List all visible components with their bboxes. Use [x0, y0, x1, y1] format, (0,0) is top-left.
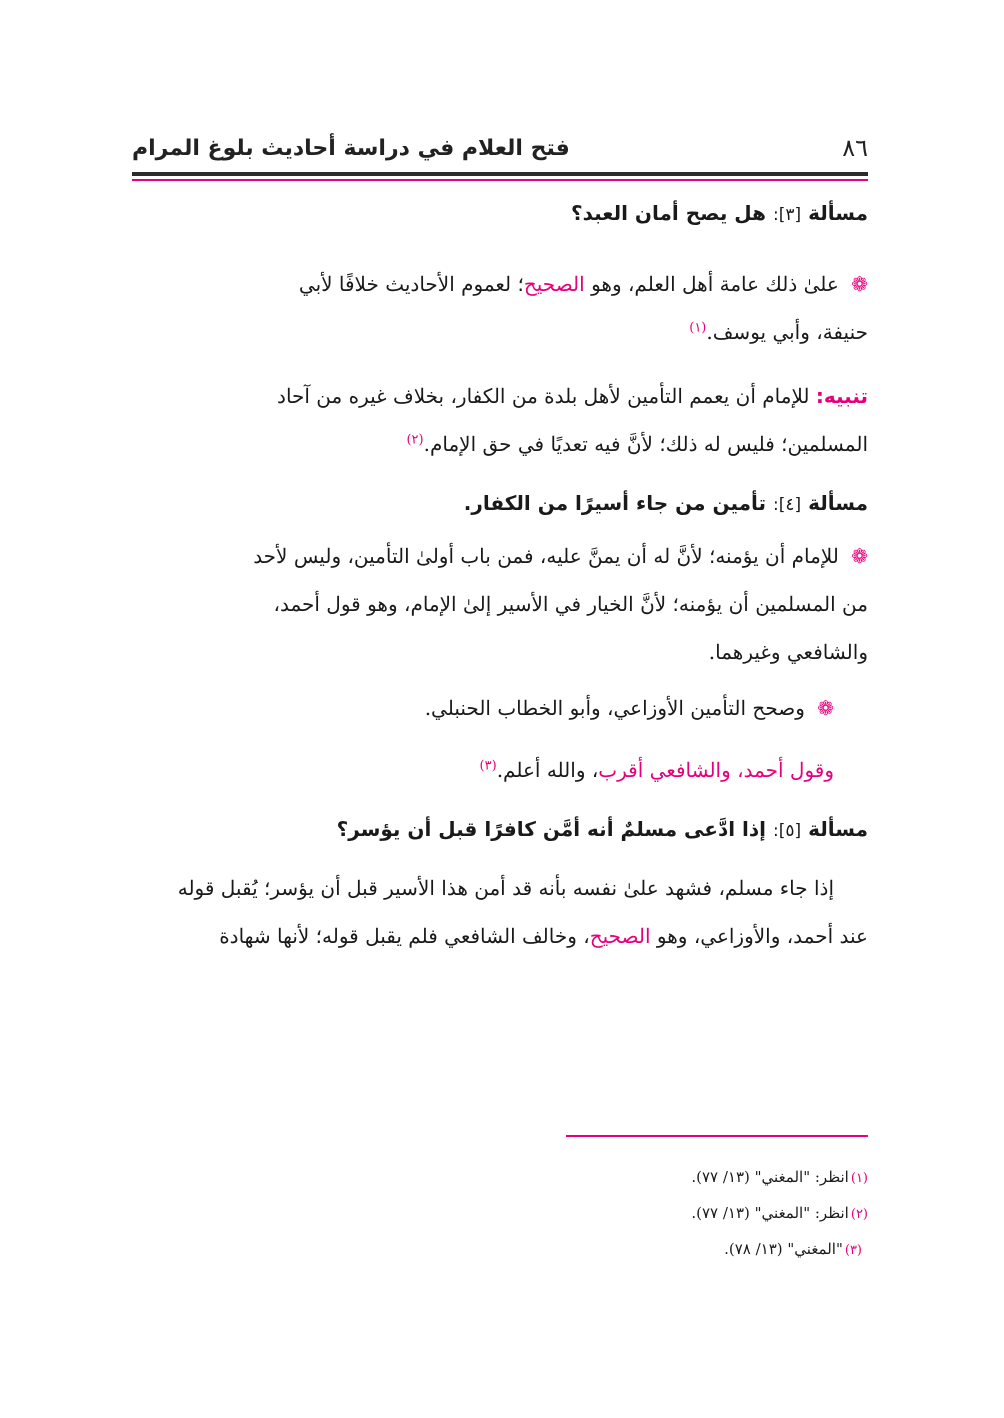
running-title: فتح العلام في دراسة أحاديث بلوغ المرام [132, 135, 570, 161]
footnote-ref-1[interactable]: (١) [689, 320, 707, 336]
footnote-2 [132, 1196, 868, 1232]
issue-3-paragraph-1 [132, 260, 868, 356]
flower-ornament-icon: ❁ [851, 272, 868, 296]
text-segment: من المسلمين أن يؤمنه؛ لأنَّ الخيار في الأسير إلىٰ الإمام، وهو قول أحمد، [273, 592, 868, 616]
page-number: ٨٦ [842, 134, 868, 162]
issue-number: [٤]: [772, 495, 802, 515]
text-segment: للإمام أن يؤمنه؛ لأنَّ له أن يمنَّ عليه، فمن باب أولىٰ التأمين، وليس لأحد [253, 544, 839, 568]
text-segment: للإمام أن يعمم التأمين لأهل بلدة من الكفار، بخلاف غيره من آحاد [277, 384, 810, 408]
issue-4-paragraph-1 [132, 532, 868, 676]
text-segment: علىٰ ذلك عامة أهل العلم، وهو [591, 272, 839, 296]
header-rule-accent [132, 179, 868, 181]
footnote-text: "المغني" (١٣/ ٧٨). [724, 1240, 843, 1258]
footnote-number: (١) [850, 1171, 868, 1186]
issue-3-heading [132, 196, 868, 232]
note-label: تنبيه: [815, 384, 868, 408]
flower-ornament-icon: ❁ [851, 544, 868, 568]
footnote-ref-2[interactable]: (٢) [406, 432, 424, 448]
issue-number: [٥]: [772, 821, 802, 841]
issue-question: تأمين من جاء أسيرًا من الكفار. [463, 491, 767, 515]
issue-label: مسألة [808, 201, 868, 225]
issue-label: مسألة [808, 817, 868, 841]
page-content [132, 196, 868, 960]
issue-question: إذا ادَّعى مسلمٌ أنه أمَّن كافرًا قبل أن يؤسر؟ [336, 817, 767, 841]
issue-question: هل يصح أمان العبد؟ [570, 201, 767, 225]
footnote-number: (٣) [844, 1243, 862, 1258]
issue-3-note [132, 372, 868, 468]
issue-number: [٣]: [772, 205, 802, 225]
text-segment: عند أحمد، والأوزاعي، وهو [656, 924, 868, 948]
highlight-sahih: الصحيح [589, 924, 651, 948]
footnote-number: (٢) [850, 1207, 868, 1222]
flower-ornament-icon: ❁ [817, 696, 834, 720]
text-segment: إذا جاء مسلم، فشهد علىٰ نفسه بأنه قد أمن هذا الأسير قبل أن يؤسر؛ يُقبل قوله [177, 876, 834, 900]
text-segment: والشافعي وغيرهما. [708, 640, 868, 664]
footnote-text: انظر: "المغني" (١٣/ ٧٧). [691, 1168, 849, 1186]
footnote-1 [132, 1160, 868, 1196]
issue-5-paragraph-1 [132, 864, 868, 960]
page-header [132, 128, 868, 168]
footnote-text: انظر: "المغني" (١٣/ ٧٧). [691, 1204, 849, 1222]
text-segment: المسلمين؛ فليس له ذلك؛ لأنَّ فيه تعديًا في حق الإمام. [423, 432, 868, 456]
text-segment: ؛ لعموم الأحاديث خلافًا لأبي [298, 272, 524, 296]
issue-4-paragraph-3 [132, 746, 868, 794]
issue-5-heading [132, 812, 868, 848]
footnote-separator [566, 1135, 868, 1137]
text-segment: وصحح التأمين الأوزاعي، وأبو الخطاب الحنبلي. [424, 696, 805, 720]
footnote-ref-3[interactable]: (٣) [479, 758, 497, 774]
header-rule-dark [132, 172, 868, 176]
issue-label: مسألة [808, 491, 868, 515]
text-segment: حنيفة، وأبي يوسف. [706, 320, 868, 344]
footnotes [132, 1160, 868, 1268]
issue-4-heading [132, 486, 868, 522]
footnote-3 [132, 1232, 868, 1268]
highlight-conclusion: وقول أحمد، والشافعي أقرب [598, 758, 834, 782]
text-segment: ، والله أعلم. [496, 758, 599, 782]
issue-4-paragraph-2 [132, 684, 868, 732]
text-segment: ، وخالف الشافعي فلم يقبل قوله؛ لأنها شهادة [219, 924, 590, 948]
highlight-sahih: الصحيح [523, 272, 585, 296]
